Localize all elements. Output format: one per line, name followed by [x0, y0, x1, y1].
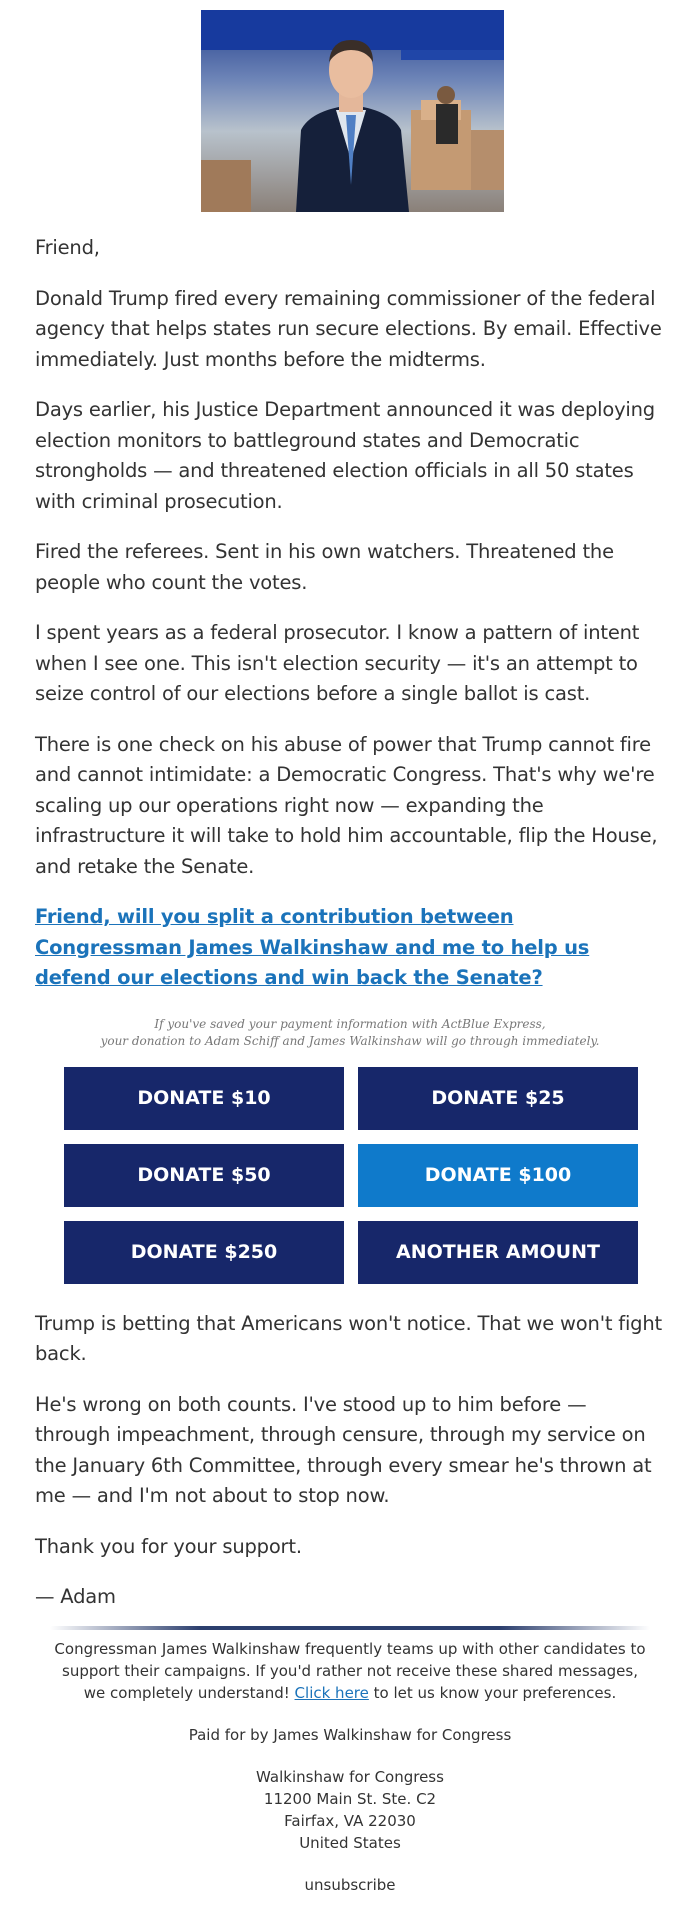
hero-photo: [201, 10, 504, 212]
express-note-line: If you've saved your payment information with ActBlue Express,: [154, 1016, 546, 1031]
greeting: Friend,: [35, 236, 100, 259]
email-footer: [50, 1626, 650, 1916]
donate-10-button[interactable]: DONATE $10: [64, 1067, 344, 1130]
donate-25-button[interactable]: DONATE $25: [358, 1067, 638, 1130]
paragraph: Donald Trump fired every remaining commissioner of the federal agency that helps states run secure elections. By email. Effective immediately. Just months before the midterms.: [35, 286, 662, 371]
hero-photo-illustration: [201, 10, 504, 212]
address-line: Walkinshaw for Congress: [256, 1768, 444, 1786]
paragraph: Days earlier, his Justice Department announced it was deploying election monitors to battleground states and Democratic strongholds — and threatened election officials in all 50 states with criminal prosecution.: [35, 398, 655, 513]
shared-notice-text: Congressman James Walkinshaw frequently teams up with other candidates to support their campaigns. If you'd rather not receive these shared messages, we completely understand!: [54, 1640, 646, 1702]
donate-button-grid: [35, 1067, 665, 1285]
address-line: United States: [299, 1834, 401, 1852]
another-amount-button[interactable]: ANOTHER AMOUNT: [358, 1221, 638, 1284]
paragraph: Thank you for your support.: [35, 1534, 302, 1558]
preferences-link[interactable]: Click here: [294, 1684, 369, 1702]
shared-notice-text-end: to let us know your preferences.: [373, 1684, 617, 1702]
paragraph: There is one check on his abuse of power that Trump cannot fire and cannot intimidate: a Democratic Congress. That's why we're scaling up our operations right now — expanding the infrastructure it will take to hold him accountable, flip the House, and retake the Senate.: [35, 732, 658, 878]
paid-for-disclaimer: Paid for by James Walkinshaw for Congress: [188, 1726, 512, 1744]
express-note-line: your donation to Adam Schiff and James Walkinshaw will go through immediately.: [100, 1033, 600, 1048]
signature: — Adam: [35, 1585, 116, 1608]
email-body: [35, 233, 665, 1633]
actblue-express-note: [35, 1016, 665, 1050]
paragraph: Fired the referees. Sent in his own watchers. Threatened the people who count the votes.: [35, 540, 614, 594]
donate-50-button[interactable]: DONATE $50: [64, 1144, 344, 1207]
contribution-cta-link[interactable]: Friend, will you split a contribution between Congressman James Walkinshaw and me to help us defend our elections and win back the Senate?: [35, 905, 590, 989]
unsubscribe-link[interactable]: unsubscribe: [304, 1876, 396, 1894]
paragraph: I spent years as a federal prosecutor. I know a pattern of intent when I see one. This isn't election security — it's an attempt to seize control of our elections before a single ballot is cast.: [35, 621, 640, 705]
donate-100-button[interactable]: DONATE $100: [358, 1144, 638, 1207]
paragraph: Trump is betting that Americans won't notice. That we won't fight back.: [35, 1311, 662, 1365]
footer-divider: [50, 1626, 650, 1630]
address-line: 11200 Main St. Ste. C2: [263, 1790, 437, 1808]
mailing-address: [50, 1766, 650, 1854]
donate-250-button[interactable]: DONATE $250: [64, 1221, 344, 1284]
paragraph: He's wrong on both counts. I've stood up to him before — through impeachment, through censure, through my service on the January 6th Committee, through every smear he's thrown at me — and I'm not about to stop now.: [35, 1392, 652, 1507]
address-line: Fairfax, VA 22030: [284, 1812, 416, 1830]
shared-messages-notice: [50, 1638, 650, 1704]
